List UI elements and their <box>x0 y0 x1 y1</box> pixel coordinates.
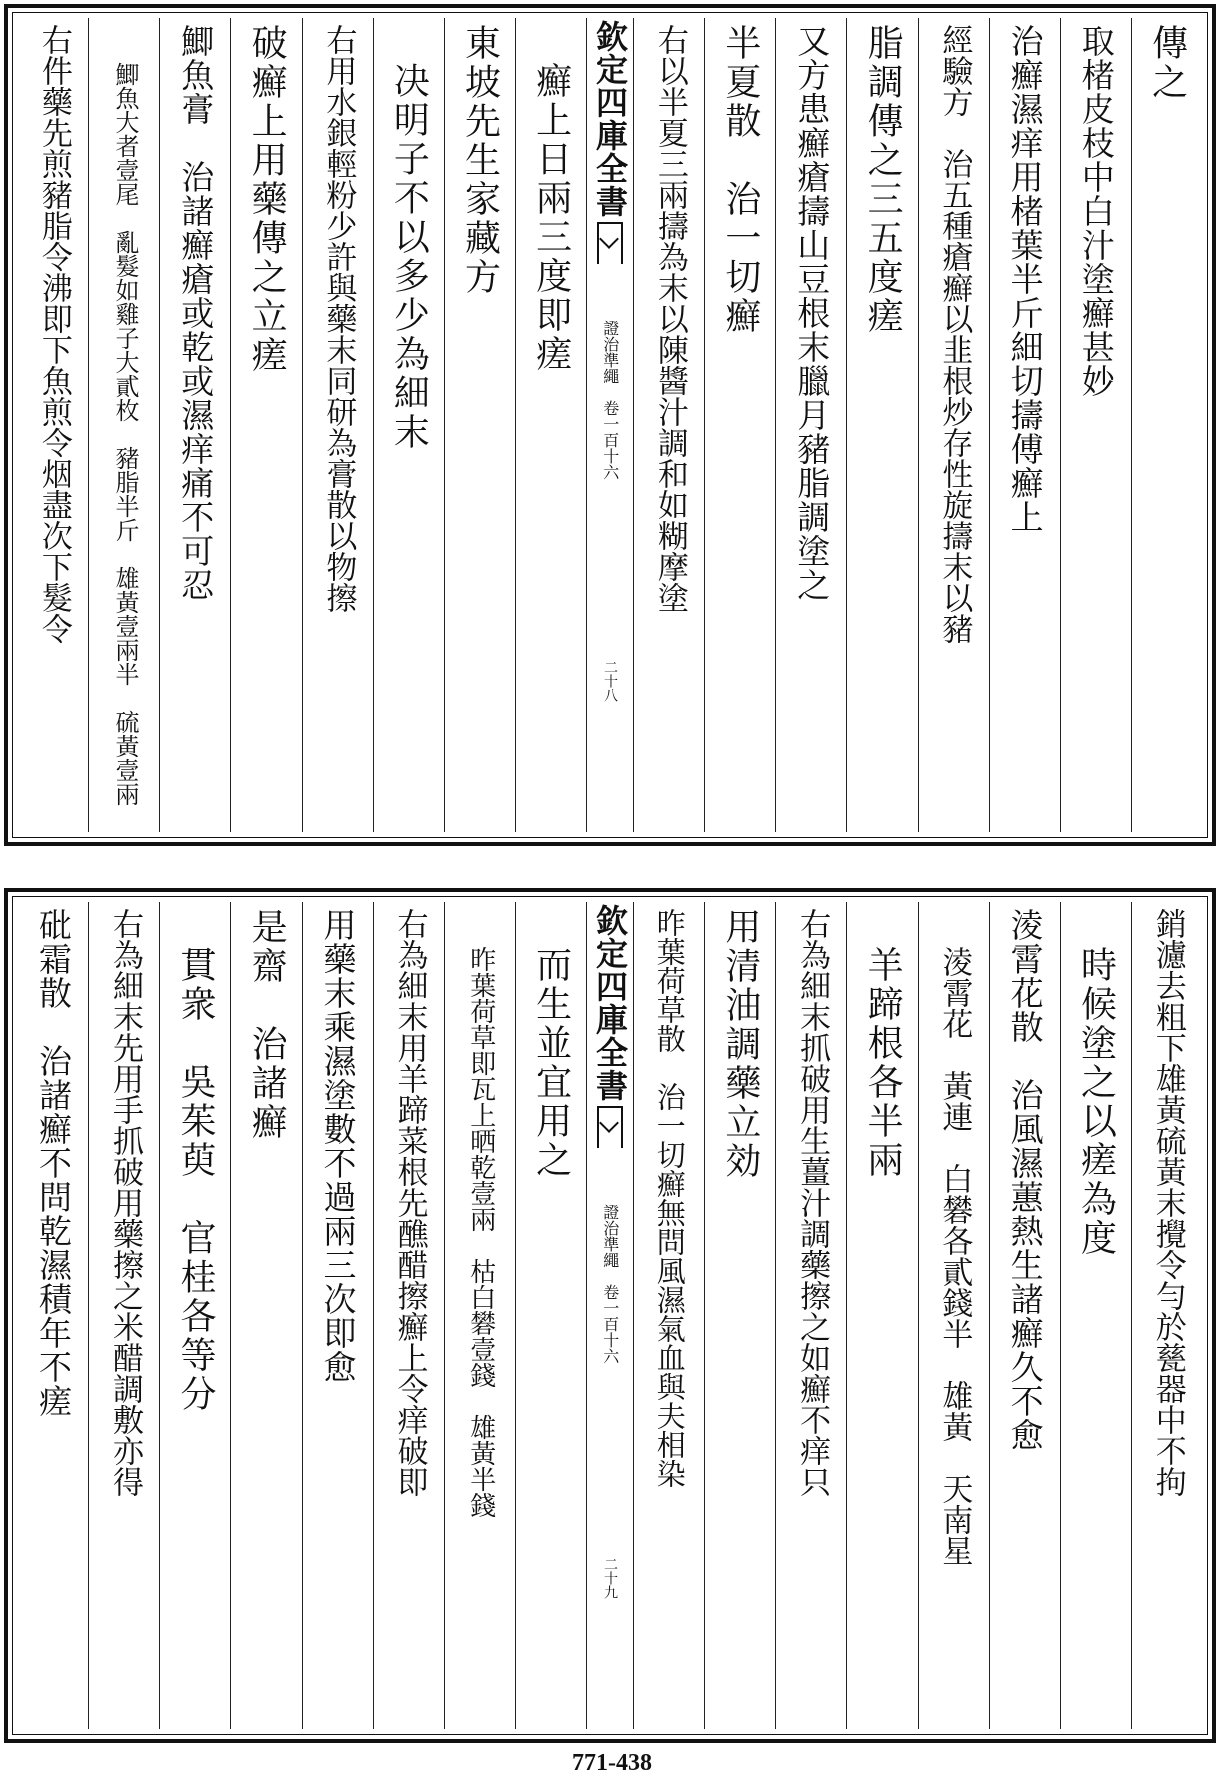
text-column <box>88 18 159 832</box>
column-text: 半夏散 治一切癬 <box>719 24 761 336</box>
lower-page-columns <box>18 902 1202 1729</box>
center-band <box>586 18 633 832</box>
column-text: 右用水銀輕粉少許與藥末同研為膏散以物擦 <box>320 24 357 613</box>
column-text: 脂調傳之三五度瘥 <box>862 24 904 336</box>
column-text: 右件藥先煎豬脂令沸即下魚煎令烟盡次下髮令 <box>35 24 72 644</box>
column-text: 癬上日兩三度即瘥 <box>530 62 572 374</box>
column-text: 右以半夏三兩擣為末以陳醬汁調和如糊摩塗 <box>651 24 688 613</box>
text-column <box>775 18 846 832</box>
column-text: 鯽魚大者壹尾 亂髮如雞子大貳枚 豬脂半斤 雄黃壹兩半 硫黃壹兩 <box>110 62 139 806</box>
text-column <box>230 18 301 832</box>
text-column <box>1060 18 1131 832</box>
column-text: 淩霄花 黃連 白礬各貳錢半 雄黃 天南星 <box>936 946 973 1566</box>
column-text: 决明子不以多少為細末 <box>388 62 430 452</box>
text-column <box>159 902 230 1729</box>
text-column <box>159 18 230 832</box>
text-column <box>515 18 586 832</box>
text-column <box>775 902 846 1729</box>
text-column <box>88 902 159 1729</box>
band-source: 證治準繩 卷一百十六 <box>600 320 620 480</box>
band-page-number: 二十八 <box>602 660 618 702</box>
text-column <box>373 18 444 832</box>
text-column <box>1131 18 1202 832</box>
column-text: 而生並宜用之 <box>530 946 572 1180</box>
text-column <box>18 18 88 832</box>
column-text: 昨葉荷草散 治一切癬無問風濕氣血與夫相染 <box>652 908 687 1488</box>
text-column <box>444 902 515 1729</box>
text-column <box>18 902 88 1729</box>
column-text: 用藥末乘濕塗數不過兩三次即愈 <box>318 908 358 1384</box>
fish-tail-mark-icon <box>597 1106 623 1148</box>
text-column <box>515 902 586 1729</box>
column-text: 羊蹄根各半兩 <box>862 946 904 1180</box>
band-title: 欽定四庫全書 <box>591 904 629 1102</box>
text-column <box>846 18 917 832</box>
column-text: 取楮皮枝中白汁塗癬甚妙 <box>1076 24 1116 398</box>
text-column <box>230 902 301 1729</box>
column-text: 時候塗之以瘥為度 <box>1075 946 1117 1258</box>
lower-page <box>4 888 1216 1743</box>
fish-tail-mark-icon <box>597 222 623 264</box>
column-text: 經驗方 治五種瘡癬以韭根炒存性旋擣末以豬 <box>936 24 973 644</box>
text-column <box>989 18 1060 832</box>
column-text: 昨葉荷草即瓦上晒乾壹兩 枯白礬壹錢 雄黃半錢 <box>465 946 496 1518</box>
column-text: 是齋 治諸癬 <box>246 908 288 1142</box>
column-text: 破癬上用藥傳之立瘥 <box>246 24 288 375</box>
column-text: 銷濾去粗下雄黃硫黃末攪令勻於甆器中不拘 <box>1149 908 1186 1497</box>
band-title: 欽定四庫全書 <box>591 20 629 218</box>
column-text: 貫衆 吳茱萸 官桂各等分 <box>175 946 216 1414</box>
upper-page-columns <box>18 18 1202 832</box>
center-band <box>586 902 633 1729</box>
column-text: 傳之 <box>1146 24 1188 102</box>
column-text: 又方患癬瘡擣山豆根末臘月豬脂調塗之 <box>792 24 832 602</box>
column-text: 右為細末用羊蹄菜根先醮醋擦癬上令痒破即 <box>391 908 428 1497</box>
text-column <box>918 902 989 1729</box>
text-column <box>846 902 917 1729</box>
text-column <box>704 18 775 832</box>
text-column <box>918 18 989 832</box>
column-text: 治癬濕痒用楮葉半斤細切擣傅癬上 <box>1005 24 1045 534</box>
text-column <box>989 902 1060 1729</box>
text-column <box>1060 902 1131 1729</box>
text-column <box>302 902 373 1729</box>
text-column <box>704 902 775 1729</box>
page-footer-number: 771-438 <box>572 1750 652 1776</box>
text-column <box>302 18 373 832</box>
column-text: 砒霜散 治諸癬不問乾濕積年不瘥 <box>34 908 74 1418</box>
band-page-number: 二十九 <box>602 1557 618 1599</box>
column-text: 右為細末抓破用生薑汁調藥擦之如癬不痒只 <box>794 908 831 1497</box>
column-text: 淩霄花散 治風濕蕙熱生諸癬久不愈 <box>1005 908 1045 1452</box>
text-column <box>444 18 515 832</box>
column-text: 右為細末先用手抓破用藥擦之米醋調敷亦得 <box>107 908 143 1497</box>
text-column <box>1131 902 1202 1729</box>
column-text: 用清油調藥立効 <box>719 908 761 1181</box>
column-text: 東坡先生家藏方 <box>459 24 501 297</box>
band-source: 證治準繩 卷一百十六 <box>600 1204 620 1364</box>
text-column <box>633 18 704 832</box>
column-text: 鯽魚膏 治諸癬瘡或乾或濕痒痛不可忍 <box>176 24 216 602</box>
text-column <box>373 902 444 1729</box>
text-column <box>633 902 704 1729</box>
upper-page <box>4 4 1216 846</box>
